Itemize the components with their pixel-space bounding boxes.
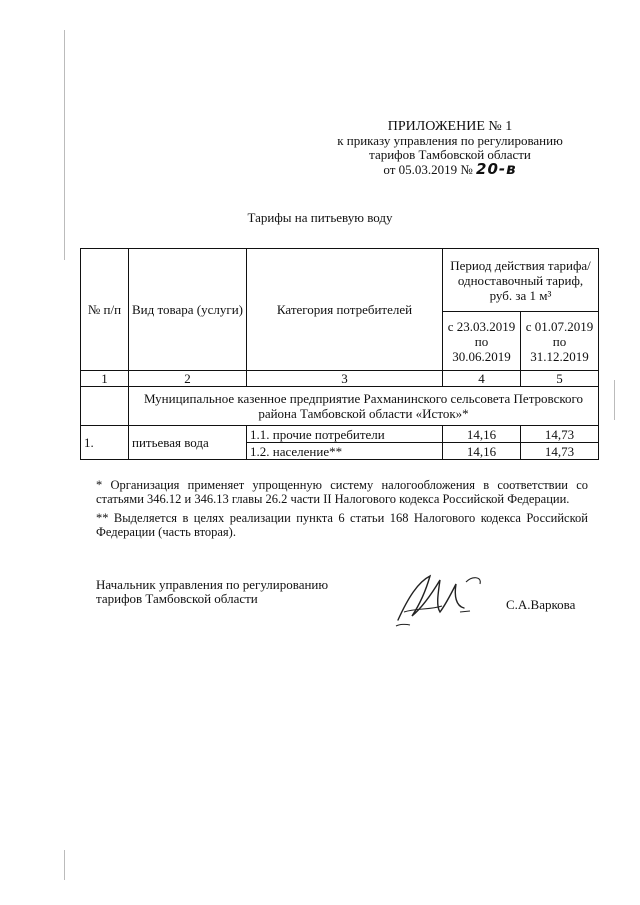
signatory-title-line: Начальник управления по регулированию xyxy=(96,577,329,592)
appendix-block xyxy=(300,120,600,177)
table-header-row xyxy=(81,249,599,312)
footnote-vat: ** Выделяется в целях реализации пункта 6 статьи 168 Налогового кодекса Российской Федерации (часть вторая). xyxy=(96,511,588,539)
footnote-tax: * Организация применяет упрощенную систему налогообложения в соответствии со статьями 346.12 и 346.13 главы 26.2 части II Налогового кодекса Российской Федерации. xyxy=(96,478,588,506)
header-period: Период действия тарифа/одноставочный тариф, руб. за 1 м³ xyxy=(443,249,599,312)
handwritten-signature xyxy=(390,568,500,628)
document-title: Тарифы на питьевую воду xyxy=(247,210,393,225)
scan-margin-mark xyxy=(64,850,65,880)
column-number-row xyxy=(81,371,599,387)
footnotes xyxy=(96,478,588,544)
row-category: 1.2. население** xyxy=(247,443,443,460)
appendix-order-line: к приказу управления по регулированию xyxy=(337,133,563,148)
header-category: Категория потребителей xyxy=(247,249,443,371)
column-number: 3 xyxy=(247,371,443,387)
scan-margin-mark xyxy=(614,380,615,420)
header-period-1: с 23.03.2019 по 30.06.2019 xyxy=(443,312,521,371)
row-product: питьевая вода xyxy=(129,426,247,460)
tariff-table xyxy=(80,248,599,460)
column-number: 4 xyxy=(443,371,521,387)
column-number: 5 xyxy=(521,371,599,387)
signatory-title xyxy=(96,578,328,606)
header-product: Вид товара (услуги) xyxy=(129,249,247,371)
organization-name: Муниципальное казенное предприятие Рахманинского сельсовета Петровского района Тамбовской области «Исток»* xyxy=(129,387,599,426)
row-category: 1.1. прочие потребители xyxy=(247,426,443,443)
appendix-date-line xyxy=(300,162,600,177)
appendix-authority-line: тарифов Тамбовской области xyxy=(369,147,531,162)
organization-spacer xyxy=(81,387,129,426)
header-num: № п/п xyxy=(81,249,129,371)
signatory-name: С.А.Варкова xyxy=(506,597,576,612)
row-tariff-period-1: 14,16 xyxy=(443,443,521,460)
header-period-2: с 01.07.2019 по 31.12.2019 xyxy=(521,312,599,371)
appendix-date: от 05.03.2019 № xyxy=(383,162,473,177)
column-number: 1 xyxy=(81,371,129,387)
organization-row xyxy=(81,387,599,426)
row-number: 1. xyxy=(81,426,129,460)
table-row xyxy=(81,426,599,443)
column-number: 2 xyxy=(129,371,247,387)
row-tariff-period-1: 14,16 xyxy=(443,426,521,443)
appendix-title: ПРИЛОЖЕНИЕ № 1 xyxy=(387,119,513,134)
row-tariff-period-2: 14,73 xyxy=(521,443,599,460)
row-tariff-period-2: 14,73 xyxy=(521,426,599,443)
handwritten-order-number: 20-в xyxy=(476,160,517,178)
signatory-title-line: тарифов Тамбовской области xyxy=(96,591,258,606)
